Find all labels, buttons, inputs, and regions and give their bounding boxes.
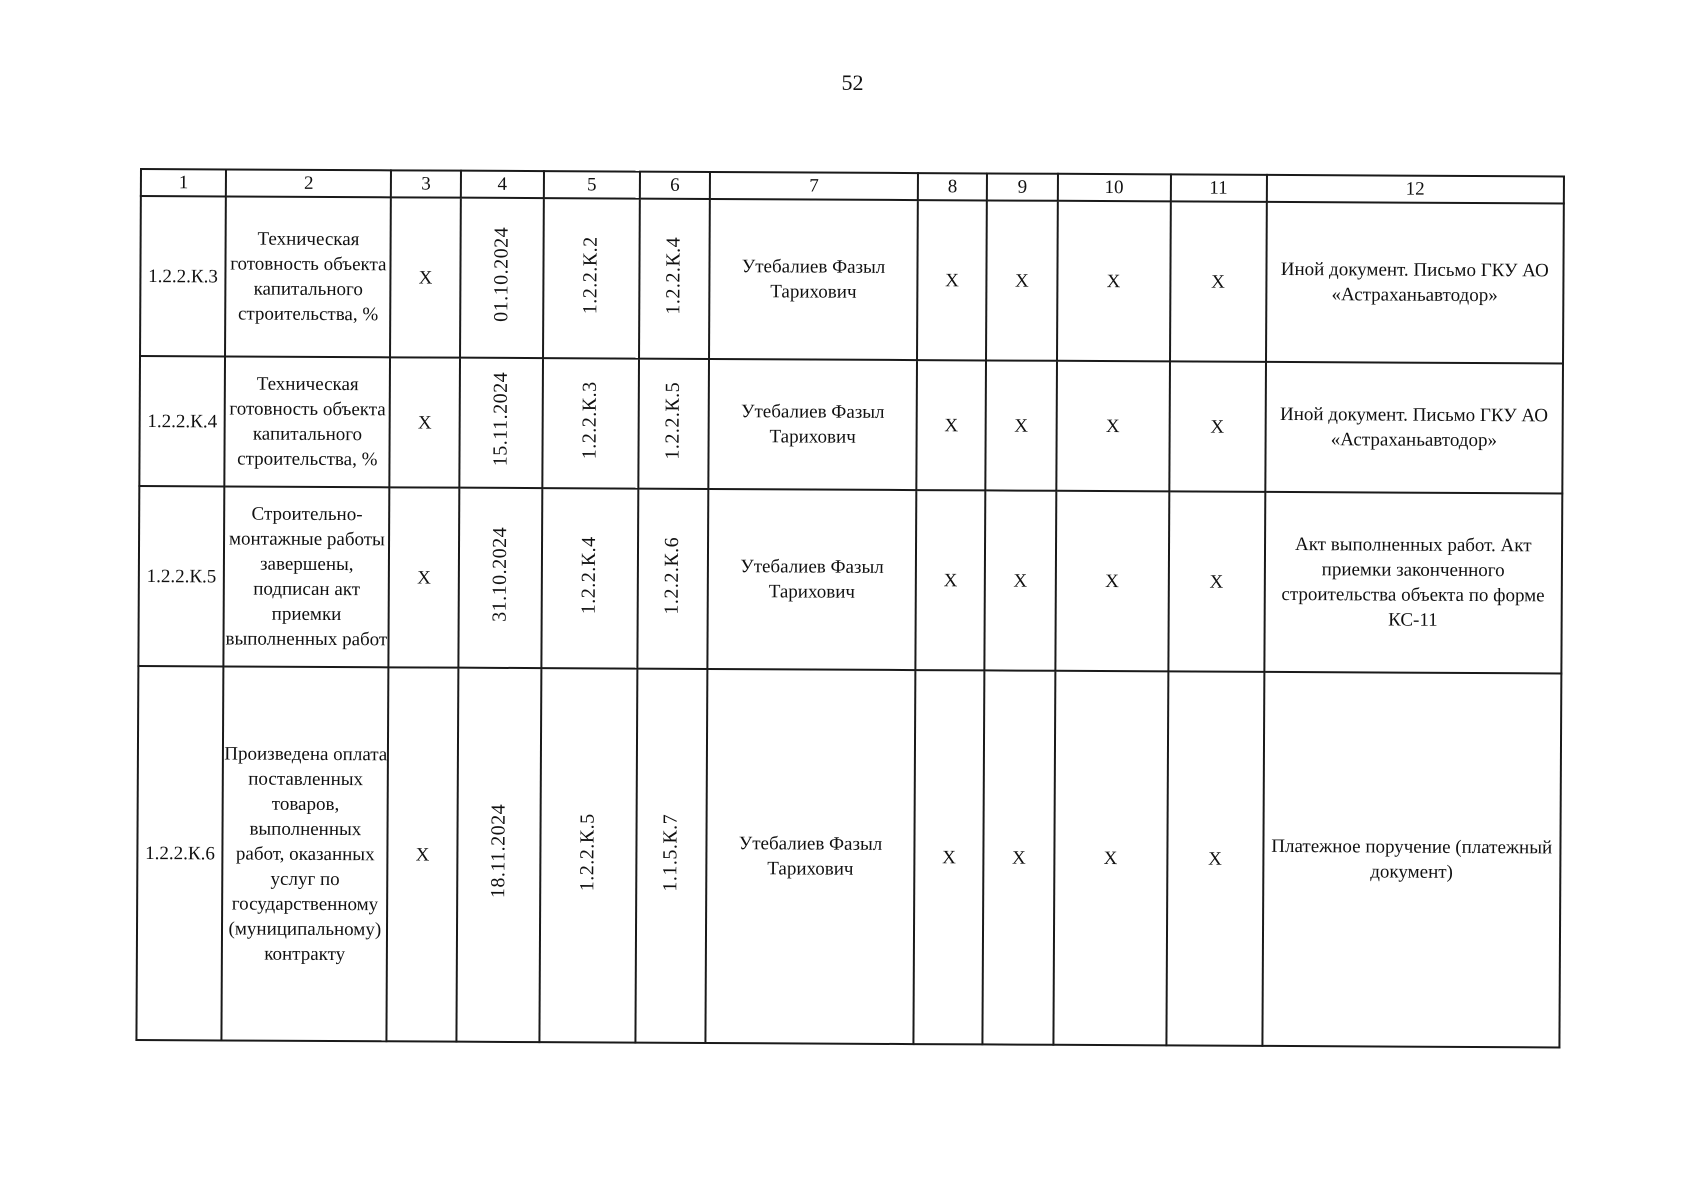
confirming-document: Платежное поручение (платежный документ) xyxy=(1262,672,1561,1048)
cell-x: Х xyxy=(986,200,1057,360)
milestone-date: 01.10.2024 xyxy=(490,226,513,322)
column-number: 4 xyxy=(461,171,544,198)
milestone-code: 1.2.2.К.3 xyxy=(140,196,226,356)
responsible-person: Утебалиев Фазыл Тарихович xyxy=(706,669,916,1044)
prev-cell xyxy=(541,488,638,668)
column-number: 2 xyxy=(226,169,391,197)
column-number: 12 xyxy=(1266,175,1564,204)
column-number: 5 xyxy=(544,171,640,199)
next-cell xyxy=(639,199,710,359)
column-number: 9 xyxy=(987,173,1057,200)
responsible-person: Утебалиев Фазыл Тарихович xyxy=(709,199,918,360)
prev-cell xyxy=(542,358,639,489)
milestone-name: Строительно-монтажные работы завершены, подписан акт приемки выполненных работ xyxy=(224,486,390,667)
next-cell xyxy=(637,489,708,669)
table-row xyxy=(136,666,1561,1047)
cell-x: Х xyxy=(1166,671,1264,1045)
next-milestone: 1.2.2.К.5 xyxy=(661,381,685,460)
cell-x: Х xyxy=(390,357,460,487)
cell-x: Х xyxy=(916,360,986,490)
cell-x: Х xyxy=(986,360,1057,490)
cell-x: Х xyxy=(913,670,984,1044)
previous-milestone: 1.2.2.К.4 xyxy=(578,535,601,614)
responsible-person: Утебалиев Фазыл Тарихович xyxy=(708,489,917,670)
confirming-document: Иной документ. Письмо ГКУ АО «Астраханьавтодор» xyxy=(1265,362,1563,494)
cell-x: Х xyxy=(1057,201,1171,362)
next-milestone: 1.2.2.К.4 xyxy=(662,236,686,315)
milestone-date: 15.11.2024 xyxy=(489,372,512,467)
milestone-code: 1.2.2.К.6 xyxy=(136,666,223,1040)
cell-x: Х xyxy=(917,200,987,360)
next-milestone: 1.1.5.К.7 xyxy=(659,813,683,892)
date-cell xyxy=(456,668,541,1042)
confirming-document: Иной документ. Письмо ГКУ АО «Астраханьавтодор» xyxy=(1266,202,1564,364)
table-row xyxy=(138,486,1562,673)
previous-milestone: 1.2.2.К.5 xyxy=(576,812,599,891)
cell-x: Х xyxy=(985,490,1056,670)
cell-x: Х xyxy=(1055,491,1169,672)
cell-x: Х xyxy=(1053,671,1168,1046)
cell-x: Х xyxy=(1169,361,1266,492)
cell-x: Х xyxy=(390,197,460,357)
responsible-person: Утебалиев Фазыл Тарихович xyxy=(708,359,917,490)
column-number: 6 xyxy=(640,172,710,199)
page-number: 52 xyxy=(841,70,864,95)
milestone-date: 18.11.2024 xyxy=(486,804,510,899)
previous-milestone: 1.2.2.К.3 xyxy=(578,380,602,459)
milestone-code: 1.2.2.К.5 xyxy=(138,486,224,666)
milestone-name: Произведена оплата поставленных товаров, выполненных работ, оказанных услуг по государственному (муниципальному) контракту xyxy=(222,666,389,1041)
column-number: 8 xyxy=(918,173,987,200)
date-cell xyxy=(459,358,543,488)
prev-cell xyxy=(539,668,637,1042)
cell-x: Х xyxy=(1056,361,1170,492)
date-cell xyxy=(458,488,542,668)
cell-x: Х xyxy=(915,490,985,670)
prev-cell xyxy=(543,198,640,359)
next-cell xyxy=(635,669,707,1043)
cell-x: Х xyxy=(1168,491,1265,671)
column-number: 3 xyxy=(391,170,460,197)
next-cell xyxy=(638,359,709,489)
milestone-date: 31.10.2024 xyxy=(488,526,511,622)
cell-x: Х xyxy=(389,487,459,667)
column-number: 1 xyxy=(141,169,226,196)
cell-x: Х xyxy=(387,667,458,1041)
confirming-document: Акт выполненных работ. Акт приемки законченного строительства объекта по форме КС-11 xyxy=(1264,492,1562,674)
milestone-name: Техническая готовность объекта капитального строительства, % xyxy=(225,356,391,487)
milestone-code: 1.2.2.К.4 xyxy=(139,356,225,486)
column-number: 10 xyxy=(1057,174,1170,202)
column-number: 7 xyxy=(710,172,918,200)
column-number: 11 xyxy=(1170,174,1266,202)
previous-milestone: 1.2.2.К.2 xyxy=(579,235,602,314)
milestone-name: Техническая готовность объекта капитального строительства, % xyxy=(225,196,391,357)
cell-x: Х xyxy=(983,670,1055,1044)
date-cell xyxy=(460,198,544,358)
table-row xyxy=(140,196,1564,363)
table-row xyxy=(139,356,1563,493)
next-milestone: 1.2.2.К.6 xyxy=(661,536,684,615)
cell-x: Х xyxy=(1170,201,1267,362)
milestones-table xyxy=(135,168,1565,1048)
